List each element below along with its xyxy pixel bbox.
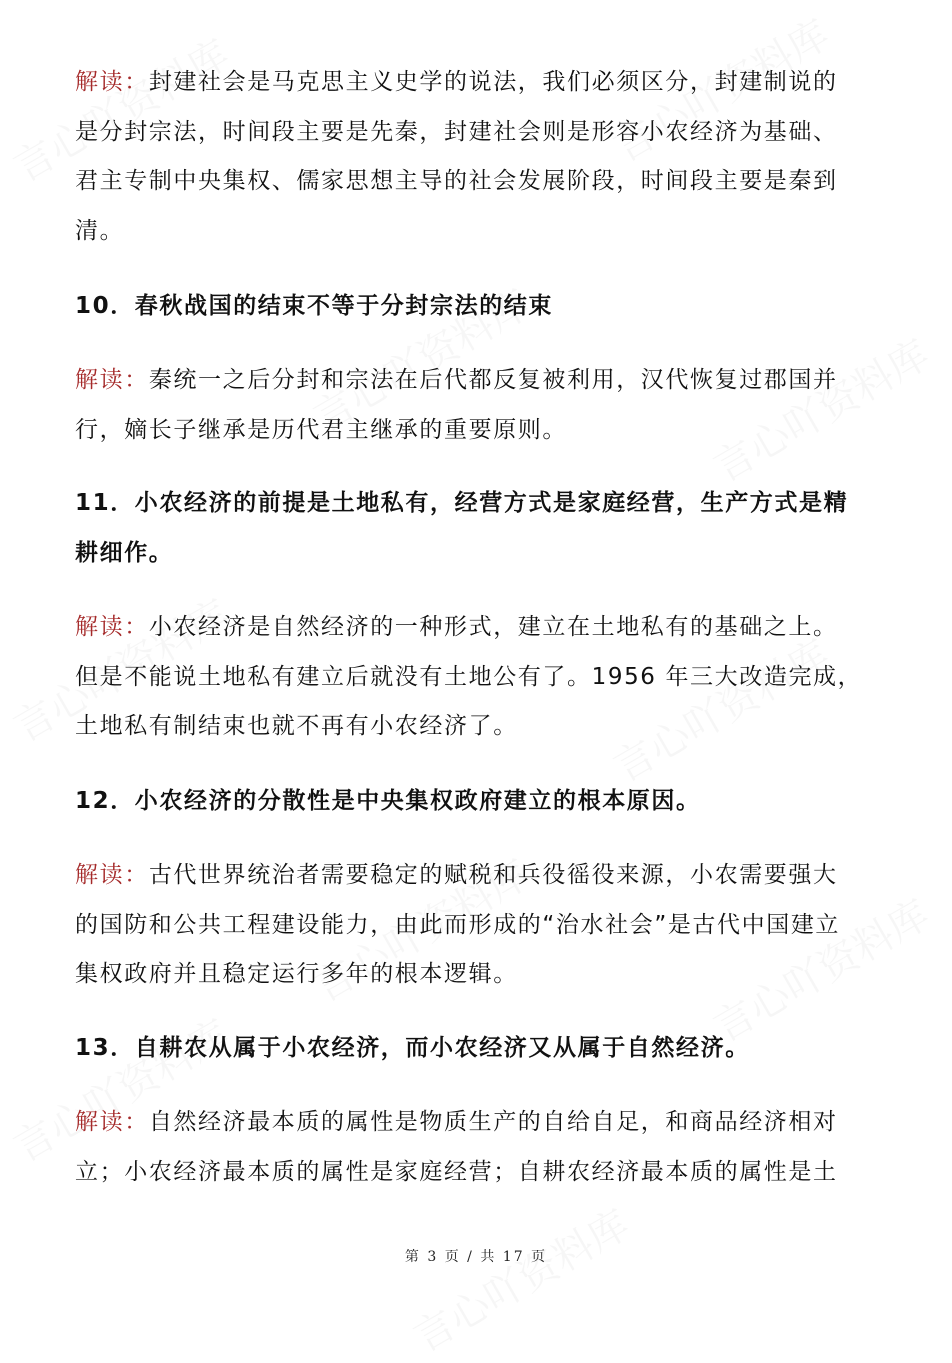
explanation-label: 解读：: [75, 367, 149, 393]
text-line: 解读：小农经济是自然经济的一种形式，建立在土地私有的基础之上。: [75, 614, 838, 640]
text-line: 解读：古代世界统治者需要稳定的赋税和兵役徭役来源，小农需要强大: [75, 862, 838, 888]
text-line: 集权政府并且稳定运行多年的根本逻辑。: [75, 961, 518, 987]
text-line: 13．自耕农从属于小农经济，而小农经济又从属于自然经济。: [75, 1035, 750, 1061]
text-line: 是分封宗法，时间段主要是先秦，封建社会则是形容小农经济为基础、: [75, 118, 838, 145]
explanation-label: 解读：: [75, 614, 149, 640]
text-line: 解读：自然经济最本质的属性是物质生产的自给自足，和商品经济相对: [75, 1109, 838, 1135]
text-line: 12．小农经济的分散性是中央集权政府建立的根本原因。: [75, 788, 701, 814]
text-line: 解读：秦统一之后分封和宗法在后代都反复被利用，汉代恢复过郡国并: [75, 367, 838, 393]
explanation-label: 解读：: [75, 69, 149, 95]
explanation-paragraph: [75, 356, 885, 455]
section-heading: [75, 282, 885, 332]
text-line: 君主专制中央集权、儒家思想主导的社会发展阶段，时间段主要是秦到: [75, 168, 838, 194]
text-line: 清。: [75, 217, 125, 244]
text-line: 但是不能说土地私有建立后就没有土地公有了。1956 年三大改造完成，: [75, 663, 863, 690]
explanation-paragraph: [75, 1098, 885, 1197]
text-line: 耕细作。: [75, 539, 174, 566]
section-heading: [75, 1024, 885, 1074]
watermark: [402, 1194, 638, 1363]
explanation-paragraph: [75, 851, 885, 1000]
explanation-label: 解读：: [75, 862, 149, 888]
page-footer: 第 3 页 / 共 17 页: [404, 1249, 548, 1265]
explanation-paragraph: [75, 58, 885, 256]
text-line: 10．春秋战国的结束不等于分封宗法的结束: [75, 293, 554, 319]
text-line: 立；小农经济最本质的属性是家庭经营；自耕农经济最本质的属性是土: [75, 1158, 838, 1185]
text-line: 土地私有制结束也就不再有小农经济了。: [75, 713, 518, 739]
text-line: 解读：封建社会是马克思主义史学的说法，我们必须区分，封建制说的: [75, 69, 838, 95]
text-line: 的国防和公共工程建设能力，由此而形成的“治水社会”是古代中国建立: [75, 911, 841, 938]
text-line: 行，嫡长子继承是历代君主继承的重要原则。: [75, 416, 567, 443]
text-line: 11．小农经济的前提是土地私有，经营方式是家庭经营，生产方式是精: [75, 490, 849, 516]
section-heading: [75, 777, 885, 827]
section-heading: [75, 479, 885, 578]
explanation-label: 解读：: [75, 1109, 149, 1135]
explanation-paragraph: [75, 603, 885, 752]
